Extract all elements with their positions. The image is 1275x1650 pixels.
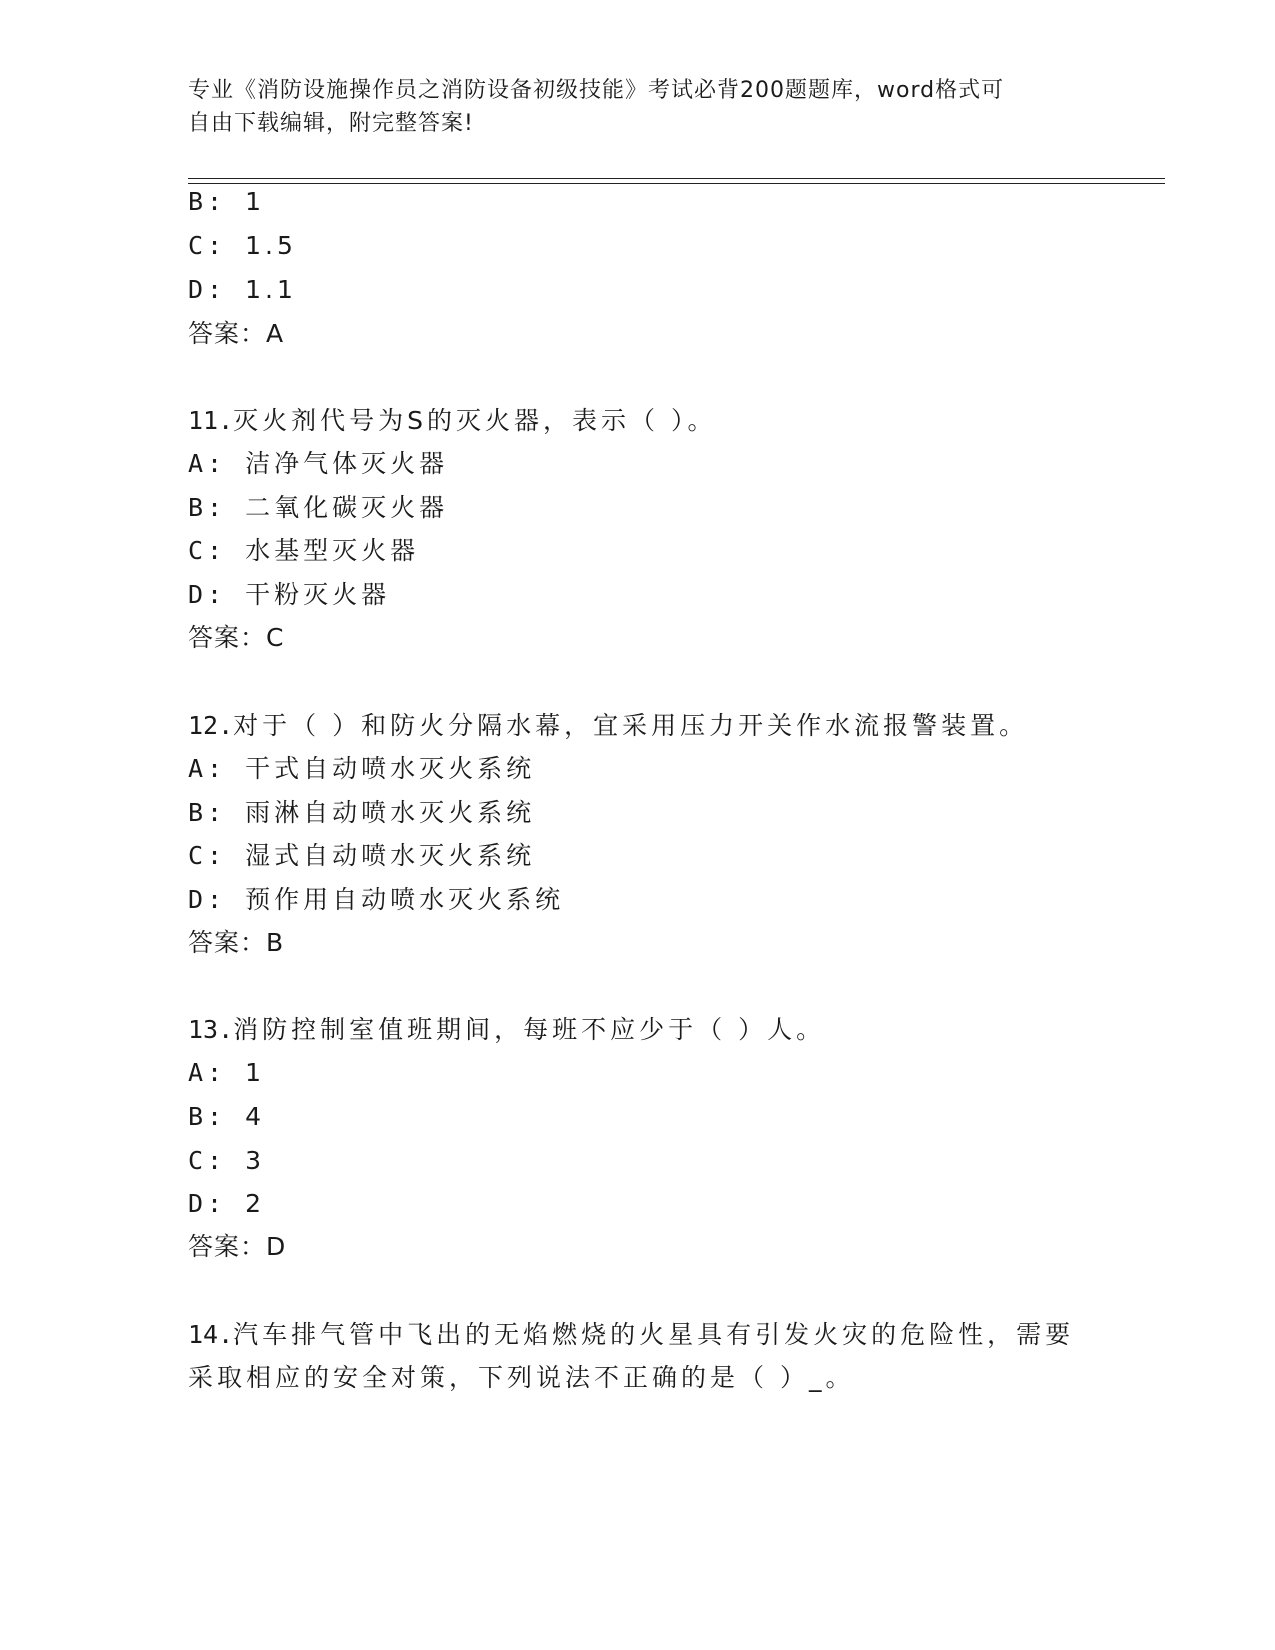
option-b: B: 雨淋自动喷水灭火系统 bbox=[188, 798, 536, 827]
option-d: D: 干粉灭火器 bbox=[188, 580, 391, 609]
answer: 答案：D bbox=[188, 1232, 287, 1261]
document-title-line-2: 自由下载编辑，附完整答案! bbox=[188, 111, 474, 136]
option-a: A: 洁净气体灭火器 bbox=[188, 449, 449, 478]
option-d: D: 预作用自动喷水灭火系统 bbox=[188, 885, 565, 914]
option-b: B: 二氧化碳灭火器 bbox=[188, 493, 449, 522]
document-title-line-1: 专业《消防设施操作员之消防设备初级技能》考试必背200题题库，word格式可 bbox=[188, 78, 1005, 103]
header-divider-top bbox=[188, 178, 1165, 179]
question-text: 12.对于（ ）和防火分隔水幕，宜采用压力开关作水流报警装置。 bbox=[188, 711, 1029, 740]
option-a: A: 1 bbox=[188, 1058, 266, 1087]
option-d: D: 2 bbox=[188, 1189, 266, 1218]
option-c: C: 水基型灭火器 bbox=[188, 536, 420, 565]
option-a: A: 干式自动喷水灭火系统 bbox=[188, 754, 536, 783]
option-d: D: 1.1 bbox=[188, 275, 297, 304]
question-text: 11.灭火剂代号为S的灭火器，表示（ ）。 bbox=[188, 406, 717, 435]
question-text: 13.消防控制室值班期间，每班不应少于（ ）人。 bbox=[188, 1015, 826, 1044]
answer: 答案：A bbox=[188, 319, 285, 348]
header-divider-bottom bbox=[188, 183, 1165, 184]
question-text-line-1: 14.汽车排气管中飞出的无焰燃烧的火星具有引发火灾的危险性，需要 bbox=[188, 1320, 1075, 1349]
option-c: C: 3 bbox=[188, 1146, 266, 1175]
option-b: B: 4 bbox=[188, 1102, 266, 1131]
answer: 答案：C bbox=[188, 623, 285, 652]
answer: 答案：B bbox=[188, 928, 285, 957]
document-title bbox=[188, 74, 1088, 140]
question-text-line-2: 采取相应的安全对策，下列说法不正确的是（ ）_。 bbox=[188, 1363, 855, 1392]
option-b: B: 1 bbox=[188, 187, 266, 216]
option-c: C: 1.5 bbox=[188, 231, 297, 260]
option-c: C: 湿式自动喷水灭火系统 bbox=[188, 841, 536, 870]
